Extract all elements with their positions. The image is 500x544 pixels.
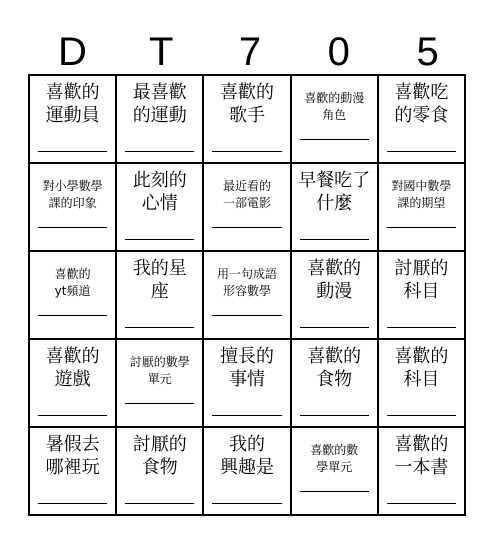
cell-prompt: 最近看的 一部電影: [222, 179, 271, 211]
answer-line[interactable]: [212, 227, 281, 228]
answer-line[interactable]: [125, 327, 194, 328]
header-letter: 7: [238, 30, 262, 74]
cell-prompt: 最喜歡 的運動: [132, 82, 187, 126]
answer-line[interactable]: [387, 327, 456, 328]
bingo-cell[interactable]: [117, 252, 204, 340]
header-letter: 5: [416, 30, 439, 74]
answer-line[interactable]: [38, 503, 107, 504]
answer-line[interactable]: [212, 503, 281, 504]
bingo-cell[interactable]: [292, 340, 379, 428]
answer-line[interactable]: [125, 151, 194, 152]
bingo-cell[interactable]: [30, 252, 117, 340]
answer-line[interactable]: [387, 227, 456, 228]
answer-line[interactable]: [212, 315, 281, 316]
bingo-cell[interactable]: [379, 340, 466, 428]
cell-prompt: 喜歡吃 的零食: [394, 82, 449, 126]
answer-line[interactable]: [125, 403, 194, 404]
bingo-cell[interactable]: [30, 340, 117, 428]
cell-prompt: 喜歡的 歌手: [219, 82, 274, 126]
bingo-cell[interactable]: [117, 164, 204, 252]
cell-prompt: 我的 興趣是: [219, 434, 274, 478]
bingo-cell[interactable]: [204, 340, 291, 428]
bingo-cell[interactable]: [292, 76, 379, 164]
bingo-cell[interactable]: [379, 252, 466, 340]
cell-prompt: 此刻的 心情: [132, 170, 187, 214]
bingo-cell[interactable]: [204, 76, 291, 164]
bingo-cell[interactable]: [204, 252, 291, 340]
answer-line[interactable]: [38, 415, 107, 416]
bingo-cell[interactable]: [30, 164, 117, 252]
cell-prompt: 我的星 座: [132, 258, 187, 302]
answer-line[interactable]: [300, 491, 369, 492]
bingo-cell[interactable]: [292, 252, 379, 340]
bingo-cell[interactable]: [30, 428, 117, 516]
bingo-cell[interactable]: [292, 428, 379, 516]
bingo-cell[interactable]: [379, 164, 466, 252]
bingo-cell[interactable]: [204, 428, 291, 516]
cell-prompt: 喜歡的 遊戲: [45, 346, 100, 390]
answer-line[interactable]: [300, 239, 369, 240]
cell-prompt: 討厭的 食物: [132, 434, 187, 478]
answer-line[interactable]: [300, 415, 369, 416]
cell-prompt: 喜歡的 食物: [307, 346, 362, 390]
bingo-cell[interactable]: [117, 340, 204, 428]
bingo-cell[interactable]: [379, 428, 466, 516]
answer-line[interactable]: [300, 327, 369, 328]
header-letter: T: [148, 30, 174, 74]
answer-line[interactable]: [38, 151, 107, 152]
cell-prompt: 喜歡的 運動員: [45, 82, 100, 126]
cell-prompt: 討厭的 科目: [394, 258, 449, 302]
cell-prompt: 早餐吃了 什麼: [298, 170, 371, 214]
bingo-cell[interactable]: [117, 76, 204, 164]
cell-prompt: 暑假去 哪裡玩: [45, 434, 100, 478]
header-letter: D: [57, 30, 87, 74]
answer-line[interactable]: [212, 151, 281, 152]
cell-prompt: 喜歡的數 學單元: [310, 443, 359, 475]
bingo-header: [28, 28, 472, 76]
cell-prompt: 對國中數學 課的期望: [391, 179, 452, 211]
cell-prompt: 對小學數學 課的印象: [42, 179, 103, 211]
bingo-cell[interactable]: [292, 164, 379, 252]
answer-line[interactable]: [387, 415, 456, 416]
bingo-cell[interactable]: [117, 428, 204, 516]
cell-prompt: 喜歡的 動漫: [307, 258, 362, 302]
bingo-cell[interactable]: [30, 76, 117, 164]
answer-line[interactable]: [125, 239, 194, 240]
cell-prompt: 喜歡的 一本書: [394, 434, 449, 478]
answer-line[interactable]: [387, 503, 456, 504]
answer-line[interactable]: [387, 151, 456, 152]
answer-line[interactable]: [300, 139, 369, 140]
cell-prompt: 喜歡的動漫 角色: [304, 91, 365, 123]
bingo-grid: [28, 74, 466, 516]
cell-prompt: 用一句成語 形容數學: [216, 267, 277, 299]
answer-line[interactable]: [38, 315, 107, 316]
header-letter: 0: [327, 30, 350, 74]
answer-line[interactable]: [212, 415, 281, 416]
cell-prompt: 喜歡的 yt頻道: [54, 267, 91, 299]
cell-prompt: 擅長的 事情: [219, 346, 274, 390]
answer-line[interactable]: [125, 503, 194, 504]
answer-line[interactable]: [38, 227, 107, 228]
cell-prompt: 喜歡的 科目: [394, 346, 449, 390]
bingo-cell[interactable]: [204, 164, 291, 252]
cell-prompt: 討厭的數學 單元: [129, 355, 190, 387]
bingo-cell[interactable]: [379, 76, 466, 164]
